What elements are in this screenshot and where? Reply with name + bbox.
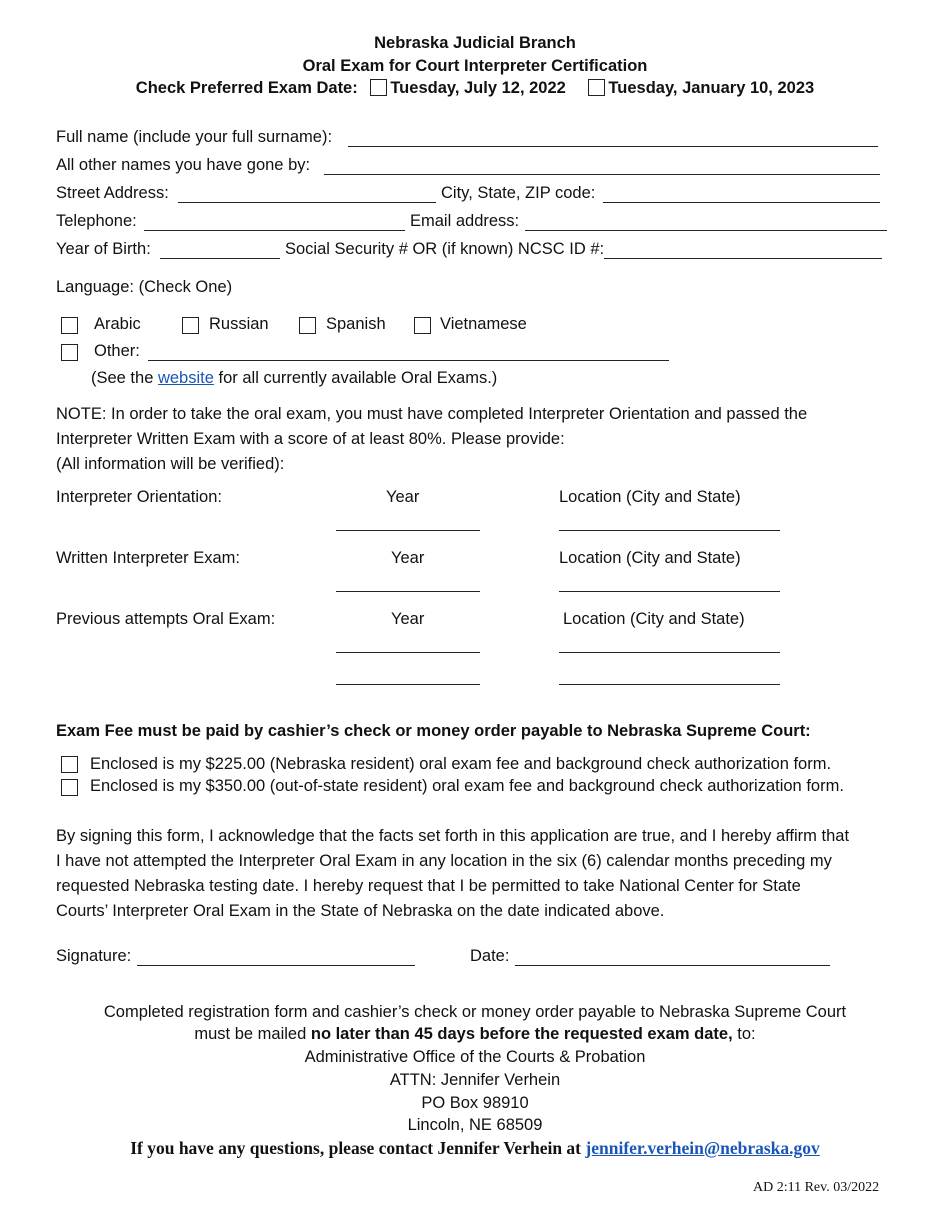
orientation-year-field[interactable]	[336, 530, 480, 531]
history-row-label: Written Interpreter Exam:	[56, 549, 241, 567]
contact-prefix: If you have any questions, please contact Jennifer Verhein at	[130, 1138, 582, 1158]
ssn-field[interactable]	[604, 258, 882, 259]
fee-heading: Exam Fee must be paid by cashier’s check or money order payable to Nebraska Supreme Court:	[56, 722, 811, 740]
location-header: Location (City and State)	[563, 610, 745, 628]
website-note-suffix: for all currently available Oral Exams.)	[218, 369, 498, 387]
language-checkbox-arabic[interactable]	[61, 317, 78, 334]
website-note	[91, 369, 497, 388]
mailing-line-2-prefix: must be mailed	[194, 1025, 307, 1043]
full-name-field[interactable]	[348, 146, 878, 147]
fee-option-out-of-state: Enclosed is my $350.00 (out-of-state resident) oral exam fee and background check authorization form.	[90, 777, 844, 795]
full-name-label: Full name (include your full surname):	[56, 128, 333, 146]
fee-checkbox-out-of-state[interactable]	[61, 779, 78, 796]
mailing-address-3: PO Box 98910	[421, 1094, 529, 1112]
mailing-address-4: Lincoln, NE 68509	[407, 1116, 543, 1134]
language-other-label: Other:	[94, 342, 140, 360]
language-option-russian: Russian	[209, 315, 269, 333]
mailing-line-1: Completed registration form and cashier’s check or money order payable to Nebraska Supreme Court	[103, 1003, 847, 1021]
history-row-label: Previous attempts Oral Exam:	[56, 610, 276, 628]
language-checkbox-russian[interactable]	[182, 317, 199, 334]
year-header: Year	[391, 610, 425, 628]
org-name: Nebraska Judicial Branch	[374, 34, 576, 52]
written-year-field[interactable]	[336, 591, 480, 592]
note-line-2: Interpreter Written Exam with a score of at least 80%. Please provide:	[56, 430, 565, 448]
date-label: Date:	[470, 947, 510, 965]
exam-date-option-1: Tuesday, July 12, 2022	[390, 79, 566, 97]
orientation-location-field[interactable]	[559, 530, 780, 531]
other-names-label: All other names you have gone by:	[56, 156, 311, 174]
location-header: Location (City and State)	[559, 549, 741, 567]
ssn-label: Social Security # OR (if known) NCSC ID #:	[285, 240, 605, 258]
fee-checkbox-resident[interactable]	[61, 756, 78, 773]
mailing-line-2	[0, 1025, 950, 1044]
language-heading: Language: (Check One)	[56, 278, 233, 296]
exam-date-row	[0, 79, 950, 98]
year-header: Year	[386, 488, 420, 506]
exam-date-checkbox-1[interactable]	[370, 79, 387, 96]
oral-location-field-2[interactable]	[559, 684, 780, 685]
language-option-vietnamese: Vietnamese	[440, 315, 527, 333]
exam-date-label: Check Preferred Exam Date:	[135, 79, 358, 97]
website-link[interactable]: website	[157, 369, 214, 387]
language-option-arabic: Arabic	[94, 315, 141, 333]
website-note-prefix: (See the	[91, 369, 154, 387]
history-row-label: Interpreter Orientation:	[56, 488, 222, 506]
language-checkbox-vietnamese[interactable]	[414, 317, 431, 334]
oral-location-field-1[interactable]	[559, 652, 780, 653]
language-other-field[interactable]	[148, 360, 669, 361]
note-line-3: (All information will be verified):	[56, 455, 285, 473]
affirmation-line-1: By signing this form, I acknowledge that the facts set forth in this application are true, and I hereby affirm that	[56, 827, 850, 845]
affirmation-line-3: requested Nebraska testing date. I hereby request that I be permitted to take National Center for State	[56, 877, 801, 895]
mailing-line-2-suffix: to:	[737, 1025, 756, 1043]
contact-email-link[interactable]: jennifer.verhein@nebraska.gov	[585, 1138, 820, 1158]
affirmation-line-2: I have not attempted the Interpreter Oral Exam in any location in the six (6) calendar months preceding my	[56, 852, 832, 870]
mailing-address-2: ATTN: Jennifer Verhein	[389, 1071, 561, 1089]
signature-label: Signature:	[56, 947, 132, 965]
email-field[interactable]	[525, 230, 887, 231]
birth-year-field[interactable]	[160, 258, 280, 259]
date-field[interactable]	[515, 965, 830, 966]
oral-year-field-1[interactable]	[336, 652, 480, 653]
signature-field[interactable]	[137, 965, 415, 966]
exam-date-checkbox-2[interactable]	[588, 79, 605, 96]
note-line-1: NOTE: In order to take the oral exam, you must have completed Interpreter Orientation and passed the	[56, 405, 808, 423]
form-id: AD 2:11 Rev. 03/2022	[753, 1180, 880, 1195]
city-field[interactable]	[603, 202, 880, 203]
mailing-deadline: no later than 45 days before the requested exam date,	[310, 1025, 733, 1043]
telephone-label: Telephone:	[56, 212, 137, 230]
year-header: Year	[391, 549, 425, 567]
contact-line	[0, 1138, 950, 1159]
location-header: Location (City and State)	[559, 488, 741, 506]
street-label: Street Address:	[56, 184, 169, 202]
language-checkbox-spanish[interactable]	[299, 317, 316, 334]
mailing-address-1: Administrative Office of the Courts & Probation	[304, 1048, 646, 1066]
street-field[interactable]	[178, 202, 436, 203]
city-label: City, State, ZIP code:	[441, 184, 596, 202]
written-location-field[interactable]	[559, 591, 780, 592]
fee-option-resident: Enclosed is my $225.00 (Nebraska resident) oral exam fee and background check authorization form.	[90, 755, 832, 773]
language-option-spanish: Spanish	[326, 315, 386, 333]
language-checkbox-other[interactable]	[61, 344, 78, 361]
exam-date-option-2: Tuesday, January 10, 2023	[608, 79, 815, 97]
birth-year-label: Year of Birth:	[56, 240, 151, 258]
affirmation-line-4: Courts’ Interpreter Oral Exam in the State of Nebraska on the date indicated above.	[56, 902, 665, 920]
oral-year-field-2[interactable]	[336, 684, 480, 685]
email-label: Email address:	[410, 212, 520, 230]
telephone-field[interactable]	[144, 230, 405, 231]
form-title: Oral Exam for Court Interpreter Certification	[302, 57, 648, 75]
other-names-field[interactable]	[324, 174, 880, 175]
